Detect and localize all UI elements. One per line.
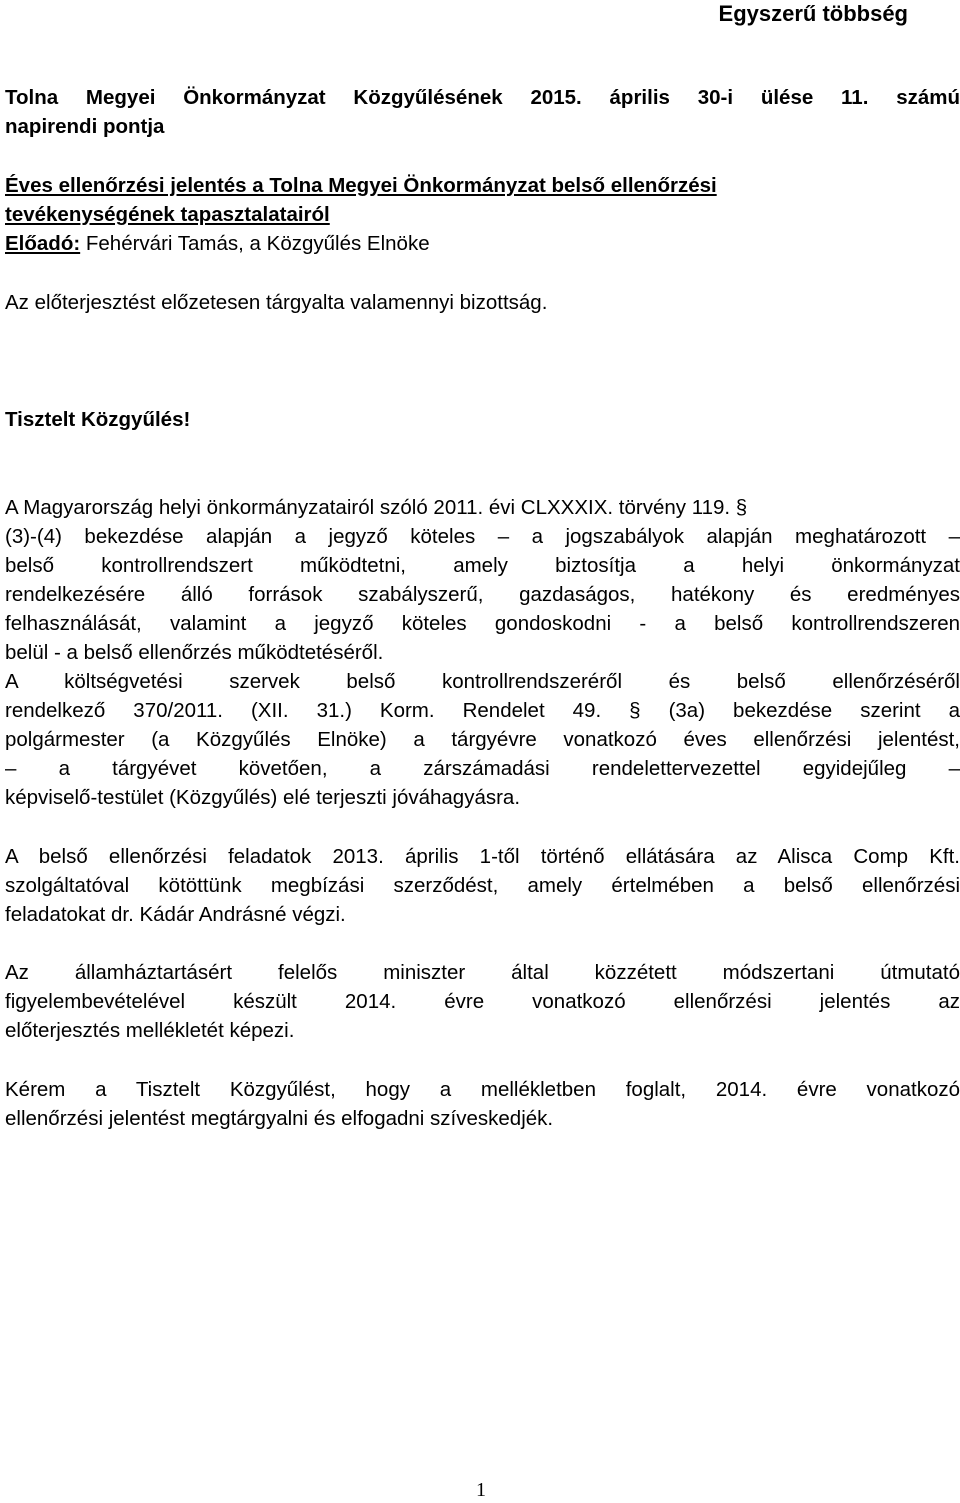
paragraph-line: (3)-(4) bekezdése alapján a jegyző köteles – a jogszabályok alapján meghatározott – (5, 525, 960, 548)
salutation: Tisztelt Közgyűlés! (5, 408, 191, 431)
agenda-heading (5, 83, 960, 141)
paragraph-line: A költségvetési szervek belső kontrollrendszeréről és belső ellenőrzéséről (5, 670, 960, 693)
report-title-line: tevékenységének tapasztalatairól (5, 203, 330, 226)
paragraph-line: A Magyarország helyi önkormányzatairól szóló 2011. évi CLXXXIX. törvény 119. § (5, 496, 748, 519)
paragraph-request (5, 1075, 960, 1133)
paragraph-line: rendelkezésére álló források szabályszerű, gazdaságos, hatékony és eredményes (5, 583, 960, 606)
agenda-line: Tolna Megyei Önkormányzat Közgyűlésének 2015. április 30-i ülése 11. számú (5, 86, 960, 109)
paragraph-line: rendelkező 370/2011. (XII. 31.) Korm. Rendelet 49. § (3a) bekezdése szerint a (5, 699, 960, 722)
paragraph-line: Kérem a Tisztelt Közgyűlést, hogy a mellékletben foglalt, 2014. évre vonatkozó (5, 1078, 960, 1101)
report-title-line: Éves ellenőrzési jelentés a Tolna Megyei Önkormányzat belső ellenőrzési (5, 174, 717, 197)
page-number: 1 (476, 1479, 486, 1501)
report-title-block (5, 171, 960, 258)
paragraph-line: A belső ellenőrzési feladatok 2013. április 1-től történő ellátására az Alisca Comp Kft. (5, 845, 960, 868)
paragraph-line: felhasználását, valamint a jegyző köteles gondoskodni - a belső kontrollrendszeren (5, 612, 960, 635)
paragraph-line: – a tárgyévet követően, a zárszámadási rendelettervezettel egyidejűleg – (5, 757, 960, 780)
presenter-line (5, 229, 960, 258)
paragraph-line: ellenőrzési jelentést megtárgyalni és elfogadni szíveskedjék. (5, 1107, 554, 1130)
agenda-line: napirendi pontja (5, 115, 165, 138)
presenter-name: Fehérvári Tamás, a Közgyűlés Elnöke (80, 232, 430, 255)
committee-note: Az előterjesztést előzetesen tárgyalta valamennyi bizottság. (5, 291, 548, 314)
paragraph-line: figyelembevételével készült 2014. évre vonatkozó ellenőrzési jelentés az (5, 990, 960, 1013)
paragraph-line: polgármester (a Közgyűlés Elnöke) a tárgyévre vonatkozó éves ellenőrzési jelentést, (5, 728, 960, 751)
paragraph-internal-audit (5, 842, 960, 929)
paragraph-line: Az államháztartásért felelős miniszter által közzétett módszertani útmutató (5, 961, 960, 984)
paragraph-line: szolgáltatóval kötöttünk megbízási szerződést, amely értelmében a belső ellenőrzési (5, 874, 960, 897)
paragraph-line: belül - a belső ellenőrzés működtetéséről. (5, 641, 384, 664)
vote-type-label: Egyszerű többség (718, 1, 908, 26)
paragraph-report-annex (5, 958, 960, 1045)
paragraph-legal-basis (5, 493, 960, 812)
paragraph-line: képviselő-testület (Közgyűlés) elé terjeszti jóváhagyásra. (5, 786, 521, 809)
paragraph-line: feladatokat dr. Kádár Andrásné végzi. (5, 903, 346, 926)
paragraph-line: előterjesztés mellékletét képezi. (5, 1019, 295, 1042)
presenter-label: Előadó: (5, 232, 81, 255)
paragraph-line: belső kontrollrendszert működtetni, amely biztosítja a helyi önkormányzat (5, 554, 960, 577)
